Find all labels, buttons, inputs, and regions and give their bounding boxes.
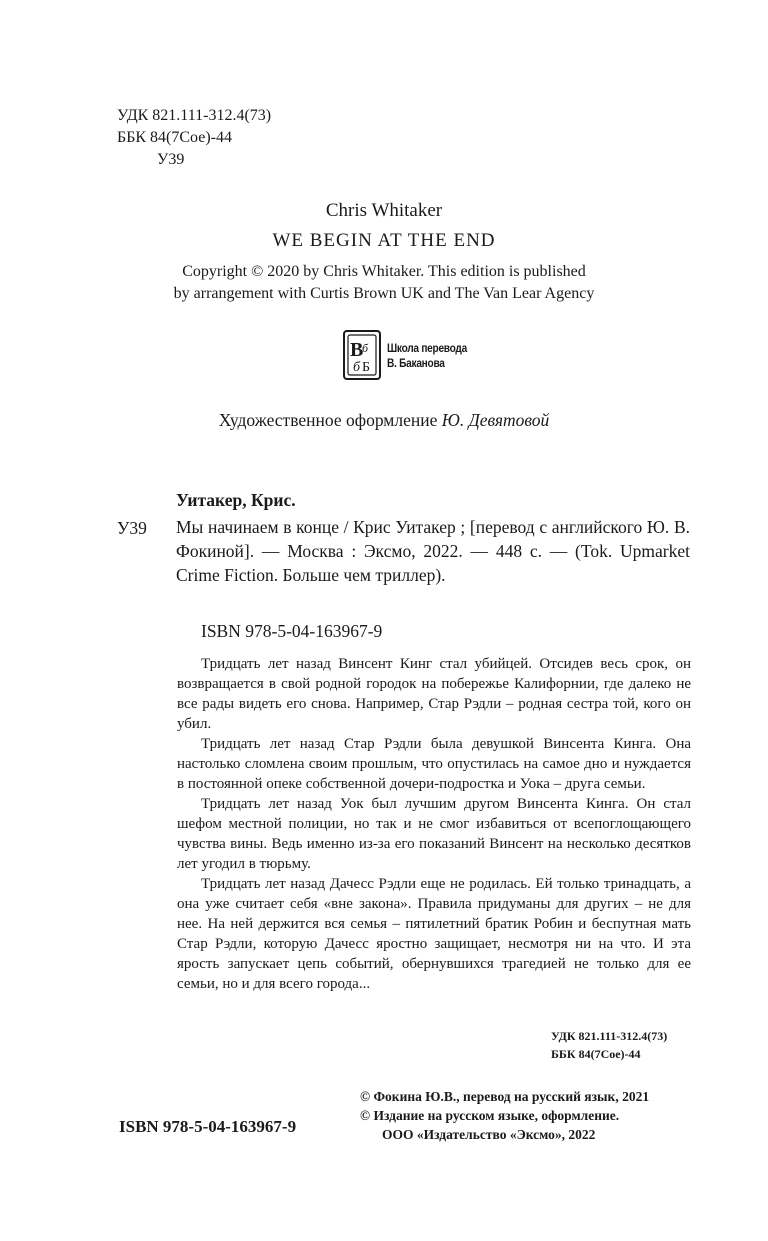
monogram-icon: [345, 332, 379, 378]
design-credit: [0, 410, 768, 431]
footer-bbk: ББК 84(7Сое)-44: [551, 1047, 641, 1061]
author-mark: У39: [157, 151, 185, 168]
annotation-paragraph: Тридцать лет назад Дачесс Рэдли еще не родилась. Ей только тринадцать, а она уже считает себя «вне закона». Правила придуманы для других – не для нее. На ней держится вся семья – пятилетний братик Робин и беспутная мать Стар Рэдли, которую Дачесс яростно защищает, несмотря ни на что. И эта ярость запускает цепь событий, обернувшихся трагедией не только для ее семьи, но и для всего города...: [177, 876, 691, 992]
original-title: WE BEGIN AT THE END: [272, 230, 496, 251]
logo-caption: [387, 342, 467, 372]
svg-text:б: б: [353, 360, 361, 375]
annotation-paragraph: Тридцать лет назад Стар Рэдли была девушкой Винсента Кинга. Она настолько сломлена своим прошлым, что опустилась на самое дно и нуждается в постоянной опеке собственной дочери-подростка и Уока – друга семьи.: [177, 736, 691, 792]
logo-emblem: [343, 330, 381, 380]
footer-udk: УДК 821.111-312.4(73): [551, 1029, 668, 1043]
original-author: Chris Whitaker: [325, 200, 443, 221]
classification-block: [117, 105, 271, 171]
entry-author: Уитакер, Крис.: [176, 490, 296, 510]
annotation: [177, 654, 691, 994]
entry-description: Мы начинаем в конце / Крис Уитакер ; [перевод с английского Ю. В. Фокиной]. — Москва : Эксмо, 2022. — 448 с. — (Tok. Upmarket Crime Fiction. Больше чем триллер).: [176, 517, 690, 585]
design-label: Художественное оформление: [218, 410, 442, 430]
svg-text:б: б: [362, 341, 369, 355]
copyright-publisher: ООО «Издательство «Эксмо», 2022: [382, 1127, 596, 1142]
entry-isbn: ISBN 978-5-04-163967-9: [201, 621, 383, 641]
logo-line-2: В. Баканова: [387, 358, 445, 370]
copyright-edition: © Издание на русском языке, оформление.: [360, 1108, 620, 1123]
footer-classification: [551, 1027, 667, 1063]
copyright-translation: © Фокина Ю.В., перевод на русский язык, 2021: [360, 1089, 650, 1104]
footer-copyrights: [360, 1087, 649, 1144]
copyright-line-2: by arrangement with Curtis Brown UK and The Van Lear Agency: [173, 285, 595, 302]
udk-code: УДК 821.111-312.4(73): [117, 107, 272, 124]
annotation-paragraph: Тридцать лет назад Винсент Кинг стал убийцей. Отсидев весь срок, он возвращается в свой родной городок на побережье Калифорнии, где далеко не все рады видеть его снова. Например, Стар Рэдли – родная сестра той, кого он убил.: [177, 656, 691, 732]
copyright-line-1: Copyright © 2020 by Chris Whitaker. This edition is published: [182, 263, 586, 280]
original-copyright: [0, 261, 768, 305]
svg-text:В: В: [350, 339, 364, 361]
entry-author-mark: У39: [117, 518, 147, 538]
svg-text:Б: Б: [362, 360, 371, 375]
bbk-code: ББК 84(7Сое)-44: [117, 129, 232, 146]
logo-line-1: Школа перевода: [387, 343, 467, 355]
designer-name: Ю. Девятовой: [441, 410, 550, 430]
footer-isbn: ISBN 978-5-04-163967-9: [119, 1117, 297, 1136]
annotation-paragraph: Тридцать лет назад Уок был лучшим другом Винсента Кинга. Он стал шефом местной полиции, но так и не смог избавиться от всепоглощающего чувства вины. Ведь именно из-за его показаний Винсент на несколько десятков лет угодил в тюрьму.: [177, 796, 691, 872]
